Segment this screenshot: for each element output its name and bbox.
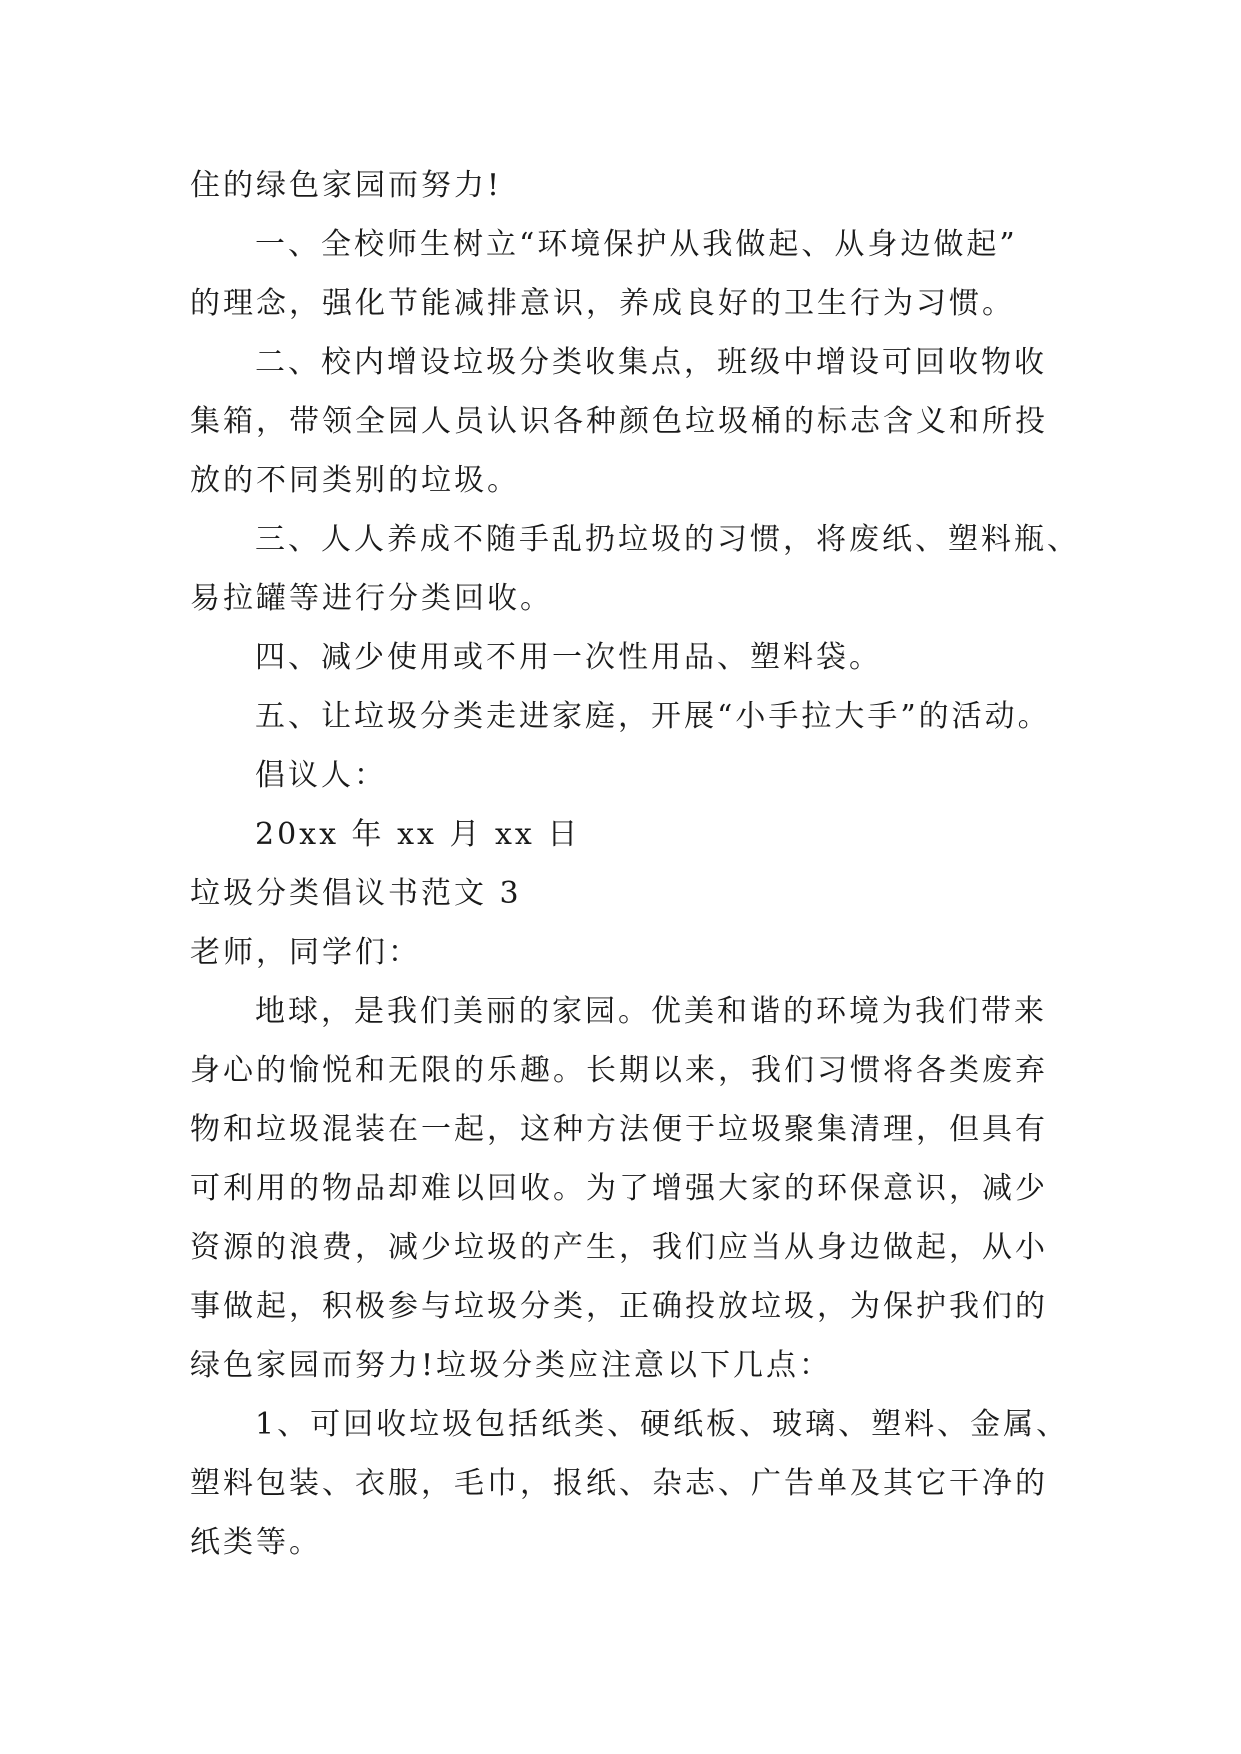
paragraph-line: 的理念，强化节能减排意识，养成良好的卫生行为习惯。: [190, 286, 1015, 321]
paragraph-line: 集箱，带领全园人员认识各种颜色垃圾桶的标志含义和所投: [190, 404, 1048, 439]
paragraph-line: 身心的愉悦和无限的乐趣。长期以来，我们习惯将各类废弃: [190, 1053, 1048, 1088]
paragraph-line: 纸类等。: [190, 1525, 322, 1560]
paragraph-line: 资源的浪费，减少垃圾的产生，我们应当从身边做起，从小: [190, 1230, 1048, 1265]
paragraph-line: 地球，是我们美丽的家园。优美和谐的环境为我们带来: [255, 994, 1047, 1029]
salutation: 老师，同学们：: [190, 935, 421, 970]
paragraph-line: 二、校内增设垃圾分类收集点，班级中增设可回收物收: [255, 345, 1047, 380]
paragraph-line: 五、让垃圾分类走进家庭，开展“小手拉大手”的活动。: [255, 699, 1051, 734]
paragraph-line: 易拉罐等进行分类回收。: [190, 581, 553, 616]
section-title: 垃圾分类倡议书范文 3: [190, 876, 522, 911]
paragraph-line: 放的不同类别的垃圾。: [190, 463, 520, 498]
paragraph-line: 可利用的物品却难以回收。为了增强大家的环保意识，减少: [190, 1171, 1048, 1206]
paragraph-line: 物和垃圾混装在一起，这种方法便于垃圾聚集清理，但具有: [190, 1112, 1048, 1147]
paragraph-line: 塑料包装、衣服，毛巾，报纸、杂志、广告单及其它干净的: [190, 1466, 1048, 1501]
paragraph-line: 绿色家园而努力!垃圾分类应注意以下几点：: [190, 1348, 833, 1383]
paragraph-line: 住的绿色家园而努力!: [190, 168, 503, 203]
paragraph-line: 一、全校师生树立“环境保护从我做起、从身边做起”: [255, 227, 1018, 262]
paragraph-line: 1、可回收垃圾包括纸类、硬纸板、玻璃、塑料、金属、: [255, 1407, 1070, 1442]
paragraph-line: 事做起，积极参与垃圾分类，正确投放垃圾，为保护我们的: [190, 1289, 1048, 1324]
signature-label: 倡议人：: [255, 758, 387, 793]
date-line: 20xx 年 xx 月 xx 日: [255, 817, 581, 852]
paragraph-line: 四、减少使用或不用一次性用品、塑料袋。: [255, 640, 882, 675]
paragraph-line: 三、人人养成不随手乱扔垃圾的习惯，将废纸、塑料瓶、: [255, 522, 1080, 557]
